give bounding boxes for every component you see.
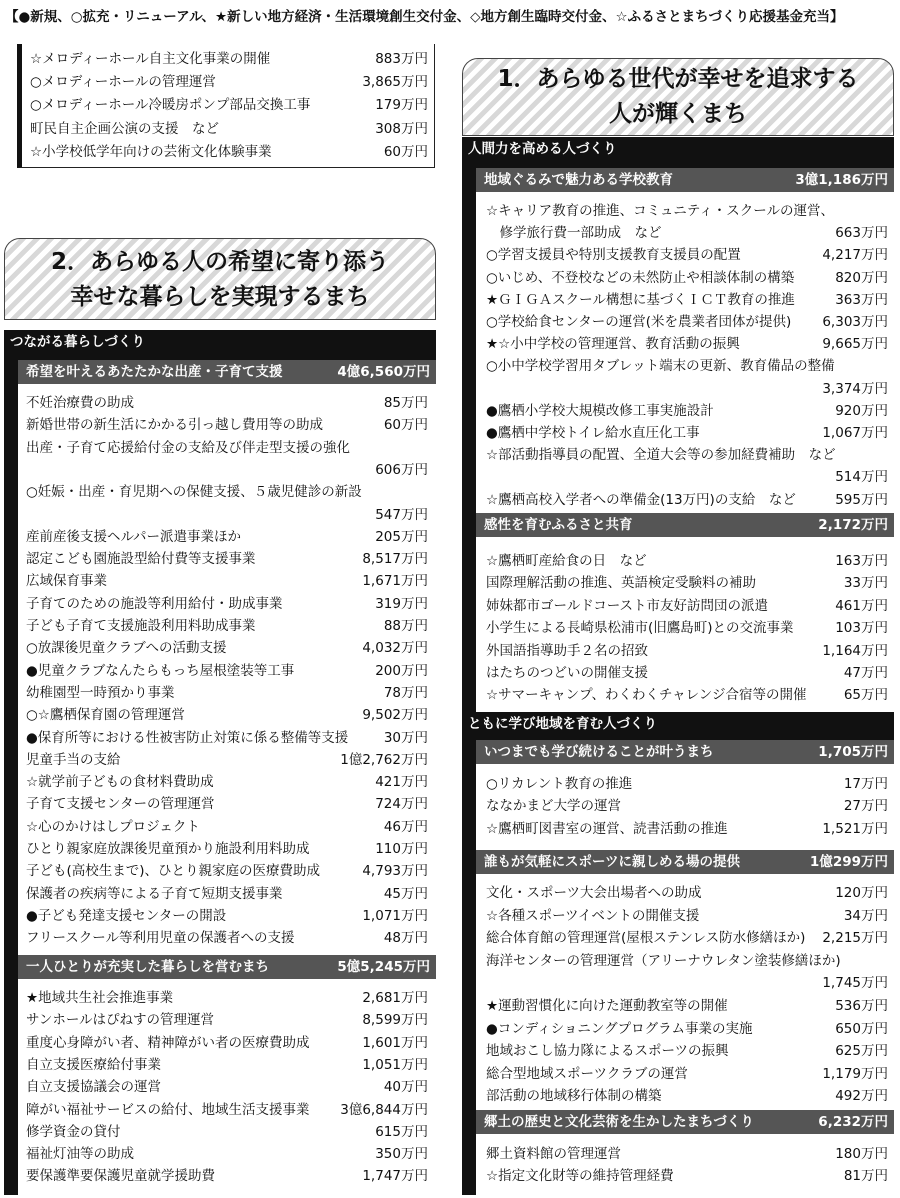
list-item	[26, 1165, 428, 1187]
list-item	[26, 459, 428, 481]
right-sub-3-amount: 1,705万円	[818, 744, 888, 760]
item-amount: 1,745万円	[822, 975, 888, 992]
item-amount: 110万円	[375, 841, 428, 857]
list-item	[26, 749, 428, 771]
item-label: 郷土資料館の管理運営	[486, 1146, 621, 1162]
right-sub-1-label: 地域ぐるみで魅力ある学校教育	[484, 172, 673, 188]
item-amount: 88万円	[383, 618, 428, 634]
item-label: 自立支援協議会の運営	[26, 1079, 161, 1096]
item-amount: 3,865万円	[362, 74, 428, 91]
item-label: ☆就学前子どもの食材料費助成	[26, 774, 214, 791]
list-item	[486, 818, 888, 840]
item-label: ★地域共生社会推進事業	[26, 990, 174, 1006]
item-amount: 319万円	[375, 595, 428, 612]
item-amount: 81万円	[843, 1168, 888, 1185]
list-item	[486, 333, 888, 355]
item-label: ○リカレント教育の推進	[486, 776, 633, 792]
item-amount: 4,032万円	[362, 640, 428, 657]
left-sub-2-amount: 5億5,245万円	[337, 959, 430, 975]
item-amount: 350万円	[375, 1146, 428, 1163]
item-label: ●児童クラブなんたらもっち屋根塗装等工事	[26, 662, 295, 679]
item-amount: 547万円	[375, 506, 428, 523]
item-label: ●鷹栖小学校大規模改修工事実施設計	[486, 402, 714, 419]
item-amount: 595万円	[835, 491, 888, 508]
list-item	[26, 637, 428, 659]
item-amount: 1,601万円	[362, 1034, 428, 1051]
item-amount: 920万円	[835, 402, 888, 419]
right-column	[462, 137, 894, 1195]
left-sub-1-label: 希望を叶えるあたたかな出産・子育て支援	[26, 364, 283, 380]
item-amount: 1,071万円	[362, 907, 428, 924]
list-item	[486, 972, 888, 994]
item-amount: 17万円	[843, 776, 888, 792]
continued-list-box	[17, 44, 435, 168]
list-item	[486, 378, 888, 400]
item-label: ○いじめ、不登校などの未然防止や相談体制の構築	[486, 269, 795, 286]
item-label: 部活動の地域移行体制の構築	[486, 1088, 662, 1105]
item-label: 子育てのための施設等利用給付・助成事業	[26, 595, 283, 612]
item-label: フリースクール等利用児童の保護者への支援	[26, 930, 295, 947]
item-amount: 492万円	[835, 1088, 888, 1105]
list-item	[486, 1018, 888, 1040]
list-item	[486, 311, 888, 333]
list-item	[486, 1143, 888, 1165]
list-item	[486, 1063, 888, 1085]
list-item	[486, 640, 888, 662]
right-sub-1-amount: 3億1,186万円	[795, 172, 888, 188]
item-label: 文化・スポーツ大会出場者への助成	[486, 885, 702, 901]
item-label: 修学資金の貸付	[26, 1123, 121, 1140]
list-item	[26, 727, 428, 749]
item-amount: 461万円	[835, 597, 888, 614]
list-item	[26, 883, 428, 905]
list-item	[26, 615, 428, 637]
item-label: ななかまど大学の運営	[486, 798, 621, 815]
item-amount: 4,793万円	[362, 863, 428, 880]
list-item	[26, 526, 428, 548]
item-label: ☆小学校低学年向けの芸術文化体験事業	[30, 143, 272, 160]
list-item	[486, 950, 888, 972]
item-amount: 663万円	[835, 225, 888, 242]
item-amount: 163万円	[835, 553, 888, 569]
item-amount: 883万円	[375, 51, 428, 67]
right-section-1: 人間力を高める人づくり	[462, 137, 894, 162]
item-label: 新婚世帯の新生活にかかる引っ越し費用等の助成	[26, 417, 323, 434]
item-amount: 179万円	[375, 97, 428, 114]
item-amount: 615万円	[375, 1123, 428, 1140]
list-item	[486, 684, 888, 706]
list-item	[30, 141, 428, 163]
list-item	[26, 504, 428, 526]
item-label: 小学生による長崎県松浦市(旧鷹島町)との交流事業	[486, 620, 794, 637]
item-amount: 2,215万円	[822, 930, 888, 947]
item-label: 子ども子育て支援施設利用料助成事業	[26, 618, 256, 634]
right-sub-5	[476, 1110, 894, 1134]
item-amount: 606万円	[375, 461, 428, 478]
list-item	[486, 1085, 888, 1107]
item-label: 子ども(高校生まで)、ひとり親家庭の医療費助成	[26, 863, 321, 880]
left-sub-1	[18, 360, 436, 384]
item-amount: 45万円	[383, 885, 428, 902]
item-amount: 2,681万円	[362, 990, 428, 1006]
item-label: ☆キャリア教育の推進、コミュニティ・スクールの運営、	[486, 203, 834, 219]
list-item	[486, 355, 888, 377]
item-label: 要保護準要保護児童就学援助費	[26, 1168, 215, 1185]
item-amount: 4,217万円	[822, 247, 888, 264]
item-amount: 48万円	[383, 930, 428, 947]
item-amount: 205万円	[375, 528, 428, 545]
list-item	[26, 1076, 428, 1098]
left-section-1: つながる暮らしづくり	[4, 330, 436, 355]
list-item	[26, 548, 428, 570]
item-amount: 60万円	[383, 417, 428, 434]
right-sub-4-amount: 1億299万円	[809, 854, 888, 870]
left-sub-2	[18, 955, 436, 979]
item-amount: 9,665万円	[822, 336, 888, 353]
item-amount: 103万円	[835, 620, 888, 637]
item-amount: 60万円	[383, 143, 428, 160]
item-label: 児童手当の支給	[26, 751, 121, 768]
item-amount: 65万円	[843, 687, 888, 704]
list-item	[26, 816, 428, 838]
item-label: 不妊治療費の助成	[26, 395, 134, 411]
right-title-line1: 1．あらゆる世代が幸せを追求する	[497, 66, 859, 92]
item-label: 障がい福祉サービスの給付、地域生活支援事業	[26, 1101, 310, 1118]
item-label: 地域おこし協力隊によるスポーツの振興	[486, 1043, 729, 1060]
item-amount: 40万円	[383, 1079, 428, 1096]
item-label: ○学習支援員や特別支援教育支援員の配置	[486, 247, 741, 264]
right-sub-2-label: 感性を育むふるさと共育	[484, 517, 633, 533]
list-item	[26, 1143, 428, 1165]
list-item	[26, 1099, 428, 1121]
item-amount: 3,374万円	[822, 380, 888, 397]
item-amount: 1,671万円	[362, 573, 428, 590]
item-label: ○妊娠・出産・育児期への保健支援、５歳児健診の新設	[26, 484, 362, 501]
list-item	[486, 422, 888, 444]
list-item	[26, 660, 428, 682]
list-item	[26, 481, 428, 503]
item-amount: 1,164万円	[822, 642, 888, 659]
item-amount: 9,502万円	[362, 707, 428, 724]
item-label: ☆部活動指導員の配置、全道大会等の参加経費補助 など	[486, 447, 836, 464]
right-sub-3	[476, 740, 894, 764]
item-amount: 363万円	[835, 291, 888, 308]
item-amount: 625万円	[835, 1043, 888, 1060]
item-label: ☆メロディーホール自主文化事業の開催	[30, 51, 271, 67]
list-item	[26, 905, 428, 927]
item-amount: 120万円	[835, 885, 888, 901]
item-label: 認定こども園施設型給付費等支援事業	[26, 551, 256, 568]
left-title-line2: 幸せな暮らしを実現するまち	[70, 284, 370, 310]
item-label: ☆各種スポーツイベントの開催支援	[486, 907, 700, 924]
right-sub-4-label: 誰もが気軽にスポーツに親しめる場の提供	[484, 854, 740, 870]
legend: 【●新規、○拡充・リニューアル、★新しい地方経済・生活環境創生交付金、◇地方創生臨時交付金、☆ふるさとまちづくり応援基金充当】	[5, 9, 844, 25]
right-sub-5-label: 郷土の歴史と文化芸術を生かしたまちづくり	[484, 1114, 754, 1130]
item-amount: 78万円	[383, 684, 428, 701]
item-amount: 650万円	[835, 1020, 888, 1037]
item-label: ●保育所等における性被害防止対策に係る整備等支援	[26, 729, 349, 746]
item-amount: 180万円	[835, 1146, 888, 1162]
item-label: ○メロディーホールの管理運営	[30, 74, 216, 91]
list-item	[26, 838, 428, 860]
right-block-2	[476, 740, 894, 1195]
right-title-line2: 人が輝くまち	[609, 101, 747, 127]
item-label: 自立支援医療給付事業	[26, 1056, 161, 1073]
item-label: ☆鷹栖町図書室の運営、読書活動の推進	[486, 820, 728, 837]
right-sub-4	[476, 850, 894, 874]
item-amount: 308万円	[375, 120, 428, 137]
list-item	[486, 550, 888, 572]
list-item	[30, 94, 428, 116]
item-amount: 8,599万円	[362, 1012, 428, 1029]
item-amount: 1,521万円	[822, 820, 888, 837]
item-label: ○学校給食センターの運営(米を農業者団体が提供)	[486, 314, 792, 330]
item-label: ☆鷹栖高校入学者への準備金(13万円)の支給 など	[486, 491, 796, 508]
list-item	[26, 987, 428, 1009]
item-amount: 1,179万円	[822, 1065, 888, 1082]
list-item	[486, 662, 888, 684]
item-label: 総合型地域スポーツクラブの運営	[486, 1065, 688, 1082]
list-item	[26, 593, 428, 615]
item-label: 福祉灯油等の助成	[26, 1146, 134, 1163]
list-item	[486, 882, 888, 904]
left-column	[4, 330, 436, 1195]
list-item	[26, 927, 428, 949]
list-item	[486, 795, 888, 817]
item-label: 広域保育事業	[26, 573, 107, 590]
item-amount: 514万円	[835, 469, 888, 486]
item-amount: 1,747万円	[362, 1168, 428, 1185]
item-label: 海洋センターの管理運営（アリーナウレタン塗装修繕ほか)	[486, 952, 841, 969]
list-item	[486, 466, 888, 488]
item-amount: 1,067万円	[822, 425, 888, 441]
item-label: 幼稚園型一時預かり事業	[26, 684, 175, 701]
item-label: ●コンディショニングプログラム事業の実施	[486, 1020, 753, 1037]
left-block-1	[18, 360, 436, 1195]
item-label: ○小中学校学習用タブレット端末の更新、教育備品の整備	[486, 358, 835, 375]
item-amount: 27万円	[843, 798, 888, 815]
item-label: 産前産後支援ヘルパー派遣事業ほか	[26, 528, 242, 545]
list-item	[486, 489, 888, 511]
list-item	[26, 1032, 428, 1054]
right-sub-2	[476, 513, 894, 537]
list-item	[26, 437, 428, 459]
right-section-2: ともに学び地域を育む人づくり	[462, 712, 894, 737]
item-label: ☆サマーキャンプ、わくわくチャレンジ合宿等の開催	[486, 687, 807, 704]
list-item	[486, 1040, 888, 1062]
list-item	[486, 267, 888, 289]
item-label: ☆指定文化財等の維持管理経費	[486, 1168, 674, 1185]
list-item	[486, 244, 888, 266]
list-item	[26, 570, 428, 592]
item-label: ★ＧＩＧＡスクール構想に基づくＩＣＴ教育の推進	[486, 291, 795, 308]
item-amount: 1億2,762万円	[340, 751, 428, 768]
list-item	[486, 773, 888, 795]
list-item	[26, 860, 428, 882]
item-label: 姉妹都市ゴールドコースト市友好訪問団の派遣	[486, 597, 769, 614]
list-item	[486, 572, 888, 594]
item-label: ☆鷹栖町産給食の日 など	[486, 553, 647, 569]
right-block-1	[476, 168, 894, 720]
left-sub-2-label: 一人ひとりが充実した暮らしを営むまち	[26, 959, 269, 975]
right-sub-2-amount: 2,172万円	[818, 517, 888, 533]
item-amount: 8,517万円	[362, 551, 428, 568]
item-amount: 536万円	[835, 998, 888, 1014]
item-amount: 3億6,844万円	[340, 1101, 428, 1118]
list-item	[486, 595, 888, 617]
list-item	[486, 927, 888, 949]
list-item	[30, 71, 428, 93]
item-amount: 820万円	[835, 269, 888, 286]
item-label: ○☆鷹栖保育園の管理運営	[26, 707, 185, 724]
list-item	[30, 118, 428, 140]
item-label: 重度心身障がい者、精神障がい者の医療費助成	[26, 1034, 310, 1051]
item-label: ●子ども発達支援センターの開設	[26, 907, 227, 924]
item-label: ★運動習慣化に向けた運動教室等の開催	[486, 998, 728, 1014]
item-label: ○メロディーホール冷暖房ポンプ部品交換工事	[30, 97, 311, 114]
item-label: 外国語指導助手２名の招致	[486, 642, 648, 659]
item-label: 保護者の疾病等による子育て短期支援事業	[26, 885, 283, 902]
left-title	[4, 238, 436, 320]
item-amount: 34万円	[843, 907, 888, 924]
item-amount: 85万円	[383, 395, 428, 411]
item-label: 修学旅行費一部助成 など	[486, 225, 662, 242]
list-item	[486, 400, 888, 422]
list-item	[26, 704, 428, 726]
right-title	[462, 58, 894, 136]
item-label: ☆心のかけはしプロジェクト	[26, 818, 200, 835]
list-item	[26, 1009, 428, 1031]
right-sub-5-amount: 6,232万円	[818, 1114, 888, 1130]
item-label: 出産・子育て応援給付金の支給及び伴走型支援の強化	[26, 439, 350, 456]
list-item	[486, 222, 888, 244]
item-amount: 200万円	[375, 662, 428, 679]
list-item	[486, 905, 888, 927]
list-item	[26, 414, 428, 436]
list-item	[26, 1054, 428, 1076]
item-amount: 421万円	[375, 774, 428, 791]
item-amount: 724万円	[375, 796, 428, 813]
item-amount: 1,051万円	[362, 1056, 428, 1073]
item-amount: 6,303万円	[822, 314, 888, 330]
item-label: サンホールはぴねすの管理運営	[26, 1012, 215, 1029]
item-label: 町民自主企画公演の支援 など	[30, 120, 219, 137]
item-amount: 30万円	[383, 729, 428, 746]
item-label: ●鷹栖中学校トイレ給水直圧化工事	[486, 425, 700, 441]
list-item	[26, 793, 428, 815]
list-item	[486, 200, 888, 222]
item-label: ひとり親家庭放課後児童預かり施設利用料助成	[26, 841, 310, 857]
list-item	[486, 444, 888, 466]
right-sub-3-label: いつまでも学び続けることが叶うまち	[484, 744, 714, 760]
right-sub-1	[476, 168, 894, 192]
item-amount: 46万円	[383, 818, 428, 835]
list-item	[26, 1121, 428, 1143]
list-item	[486, 995, 888, 1017]
list-item	[26, 392, 428, 414]
left-title-line1: 2．あらゆる人の希望に寄り添う	[50, 249, 389, 275]
list-item	[26, 771, 428, 793]
list-item	[26, 682, 428, 704]
list-item	[486, 1165, 888, 1187]
item-amount: 47万円	[843, 665, 888, 681]
list-item	[30, 48, 428, 70]
item-label: 総合体育館の管理運営(屋根ステンレス防水修繕ほか)	[486, 930, 806, 947]
left-sub-1-amount: 4億6,560万円	[337, 364, 430, 380]
item-label: 子育て支援センターの管理運営	[26, 796, 215, 813]
list-item	[486, 617, 888, 639]
item-label: ★☆小中学校の管理運営、教育活動の振興	[486, 336, 740, 353]
item-label: ○放課後児童クラブへの活動支援	[26, 640, 227, 657]
item-label: はたちのつどいの開催支援	[486, 665, 648, 681]
list-item	[486, 289, 888, 311]
item-amount: 33万円	[843, 575, 888, 592]
item-label: 国際理解活動の推進、英語検定受験料の補助	[486, 575, 756, 592]
